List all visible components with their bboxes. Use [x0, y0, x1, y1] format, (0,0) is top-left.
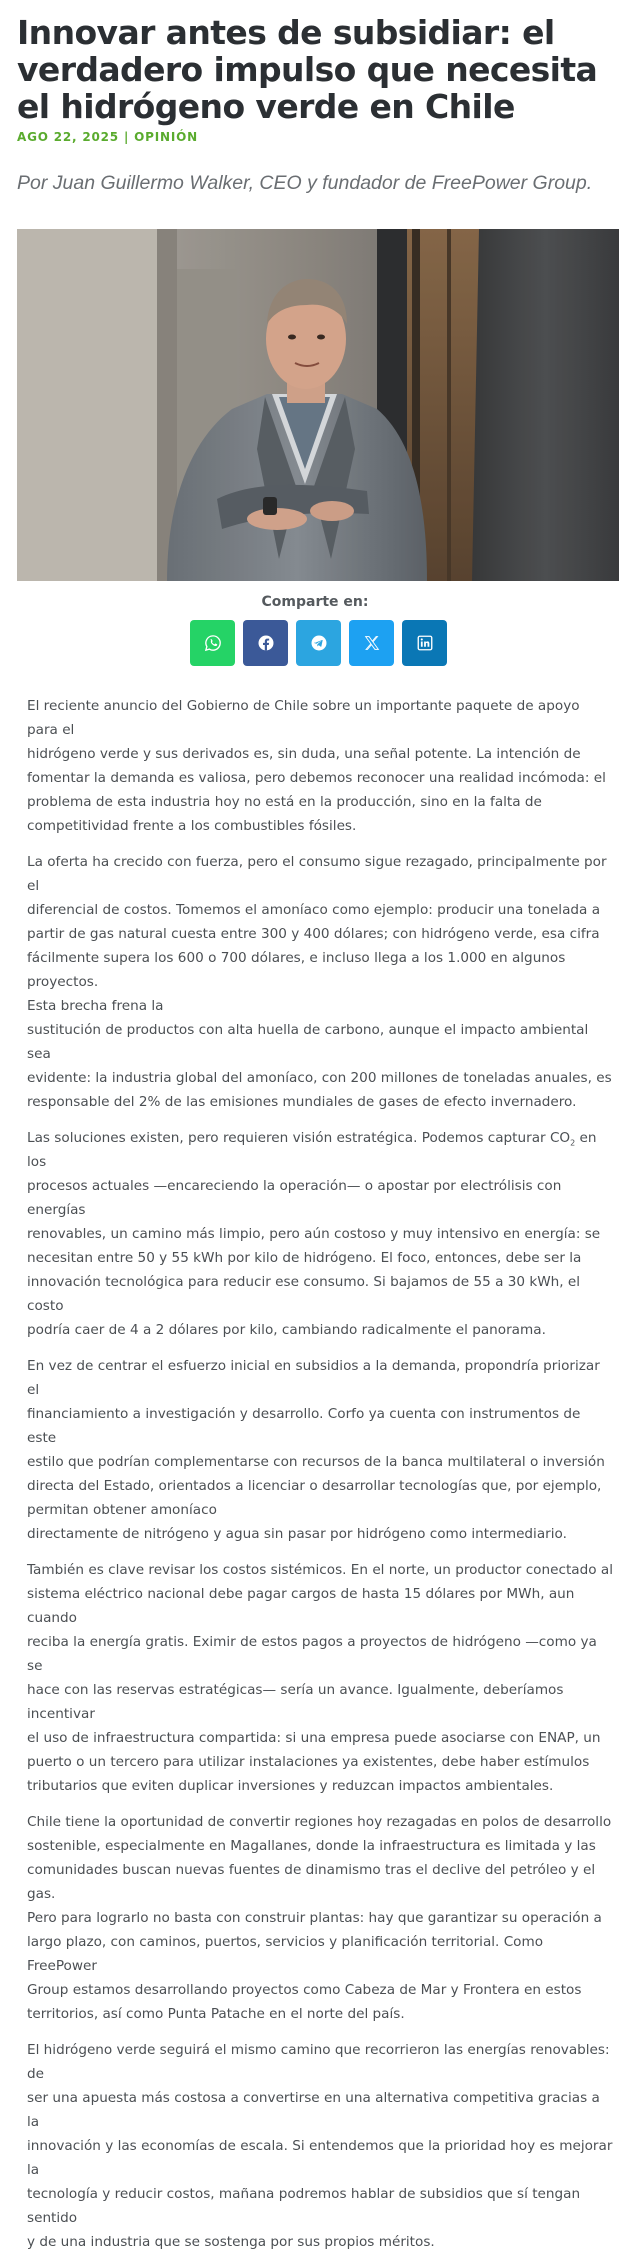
body-paragraph — [27, 1126, 613, 1342]
body-line: podría caer de 4 a 2 dólares por kilo, cambiando radicalmente el panorama. — [27, 1322, 546, 1338]
body-line: El reciente anuncio del Gobierno de Chile sobre un importante paquete de apoyo para el — [27, 698, 580, 738]
body-line: fácilmente supera los 600 o 700 dólares, e incluso llega a los 1.000 en algunos proyectos. — [27, 950, 566, 990]
article-category-link[interactable]: OPINIÓN — [134, 130, 198, 144]
share-facebook-button[interactable] — [243, 620, 288, 666]
body-line: innovación tecnológica para reducir ese consumo. Si bajamos de 55 a 30 kWh, el costo — [27, 1274, 581, 1314]
body-line: sistema eléctrico nacional debe pagar cargos de hasta 15 dólares por MWh, aun cuando — [27, 1586, 575, 1626]
body-paragraph — [27, 1354, 613, 1546]
body-text: en los — [27, 1130, 597, 1170]
body-line: reciba la energía gratis. Eximir de estos pagos a proyectos de hidrógeno —como ya se — [27, 1634, 597, 1674]
body-line: tecnología y reducir costos, mañana podremos hablar de subsidios que sí tengan sentido — [27, 2186, 581, 2226]
body-line: diferencial de costos. Tomemos el amoníaco como ejemplo: producir una tonelada a — [27, 902, 601, 918]
subscript: 2 — [570, 1138, 576, 1148]
body-line: evidente: la industria global del amoníaco, con 200 millones de toneladas anuales, es — [27, 1070, 612, 1086]
body-line: problema de esta industria hoy no está en la producción, sino en la falta de — [27, 794, 542, 810]
body-line: procesos actuales —encareciendo la operación— o apostar por electrólisis con energías — [27, 1178, 562, 1218]
body-line: largo plazo, con caminos, puertos, servicios y planificación territorial. Como FreePower — [27, 1934, 544, 1974]
share-linkedin-button[interactable] — [402, 620, 447, 666]
body-line: El hidrógeno verde seguirá el mismo camino que recorrieron las energías renovables: de — [27, 2042, 610, 2082]
body-line: puerto o un tercero para utilizar instalaciones ya existentes, debe haber estímulos — [27, 1754, 590, 1770]
body-paragraph — [27, 1558, 613, 1798]
body-line: directa del Estado, orientados a licenciar o desarrollar tecnologías que, por ejemplo, — [27, 1478, 602, 1494]
body-line: Esta brecha frena la — [27, 998, 164, 1014]
body-line: hidrógeno verde y sus derivados es, sin duda, una señal potente. La intención de — [27, 746, 581, 762]
body-line: sustitución de productos con alta huella de carbono, aunque el impacto ambiental sea — [27, 1022, 589, 1062]
body-line: permitan obtener amoníaco — [27, 1502, 217, 1518]
body-line: hace con las reservas estratégicas— sería un avance. Igualmente, deberíamos incentivar — [27, 1682, 564, 1722]
body-paragraph — [27, 694, 613, 838]
x-icon — [363, 634, 381, 652]
body-paragraph — [27, 850, 613, 1114]
body-line: territorios, así como Punta Patache en el norte del país. — [27, 2006, 405, 2022]
share-label: Comparte en: — [261, 594, 369, 610]
body-paragraph — [27, 1810, 613, 2026]
body-line: estilo que podrían complementarse con recursos de la banca multilateral o inversión — [27, 1454, 605, 1470]
body-line: comunidades buscan nuevas fuentes de dinamismo tras el declive del petróleo y el gas. — [27, 1862, 596, 1902]
body-line: sostenible, especialmente en Magallanes, donde la infraestructura es limitada y las — [27, 1838, 596, 1854]
body-line: directamente de nitrógeno y agua sin pasar por hidrógeno como intermediario. — [27, 1526, 567, 1542]
author-photo — [17, 229, 619, 581]
share-whatsapp-button[interactable] — [190, 620, 235, 666]
body-text: Las soluciones existen, pero requieren visión estratégica. Podemos capturar CO — [27, 1130, 571, 1146]
body-line: renovables, un camino más limpio, pero aún costoso y muy intensivo en energía: se — [27, 1226, 601, 1242]
meta-separator: | — [123, 130, 130, 144]
body-line: Chile tiene la oportunidad de convertir regiones hoy rezagadas en polos de desarrollo — [27, 1814, 612, 1830]
whatsapp-icon — [204, 634, 222, 652]
telegram-icon — [310, 634, 328, 652]
body-line: Group estamos desarrollando proyectos como Cabeza de Mar y Frontera en estos — [27, 1982, 582, 1998]
linkedin-icon — [416, 634, 434, 652]
body-line: fomentar la demanda es valiosa, pero debemos reconocer una realidad incómoda: el — [27, 770, 606, 786]
body-line: necesitan entre 50 y 55 kWh por kilo de hidrógeno. El foco, entonces, debe ser la — [27, 1250, 582, 1266]
body-line: En vez de centrar el esfuerzo inicial en subsidios a la demanda, propondría priorizar el — [27, 1358, 600, 1398]
body-line: competitividad frente a los combustibles fósiles. — [27, 818, 357, 834]
body-line: Pero para lograrlo no basta con construir plantas: hay que garantizar su operación a — [27, 1910, 602, 1926]
body-line: partir de gas natural cuesta entre 300 y 400 dólares; con hidrógeno verde, esa cifra — [27, 926, 600, 942]
body-line: financiamiento a investigación y desarrollo. Corfo ya cuenta con instrumentos de este — [27, 1406, 581, 1446]
share-buttons — [0, 620, 630, 666]
body-line: También es clave revisar los costos sistémicos. En el norte, un productor conectado al — [27, 1562, 613, 1578]
facebook-icon — [257, 634, 275, 652]
article-meta — [17, 130, 198, 144]
body-line: innovación y las economías de escala. Si entendemos que la prioridad hoy es mejorar la — [27, 2138, 613, 2178]
body-paragraph — [27, 2038, 613, 2254]
body-line: ser una apuesta más costosa a convertirse en una alternativa competitiva gracias a la — [27, 2090, 600, 2130]
body-line: La oferta ha crecido con fuerza, pero el consumo sigue rezagado, principalmente por el — [27, 854, 607, 894]
body-line — [27, 1126, 613, 1174]
share-telegram-button[interactable] — [296, 620, 341, 666]
body-line: el uso de infraestructura compartida: si una empresa puede asociarse con ENAP, un — [27, 1730, 601, 1746]
body-line: y de una industria que se sostenga por sus propios méritos. — [27, 2234, 435, 2250]
article-body — [27, 694, 613, 2266]
share-x-button[interactable] — [349, 620, 394, 666]
body-line: tributarios que eviten duplicar inversiones y reduzcan impactos ambientales. — [27, 1778, 554, 1794]
article-date: AGO 22, 2025 — [17, 130, 119, 144]
article-title: Innovar antes de subsidiar: el verdadero impulso que necesita el hidrógeno verde en Chile — [17, 13, 598, 126]
article-byline: Por Juan Guillermo Walker, CEO y fundador de FreePower Group. — [17, 172, 593, 194]
body-line: responsable del 2% de las emisiones mundiales de gases de efecto invernadero. — [27, 1094, 577, 1110]
